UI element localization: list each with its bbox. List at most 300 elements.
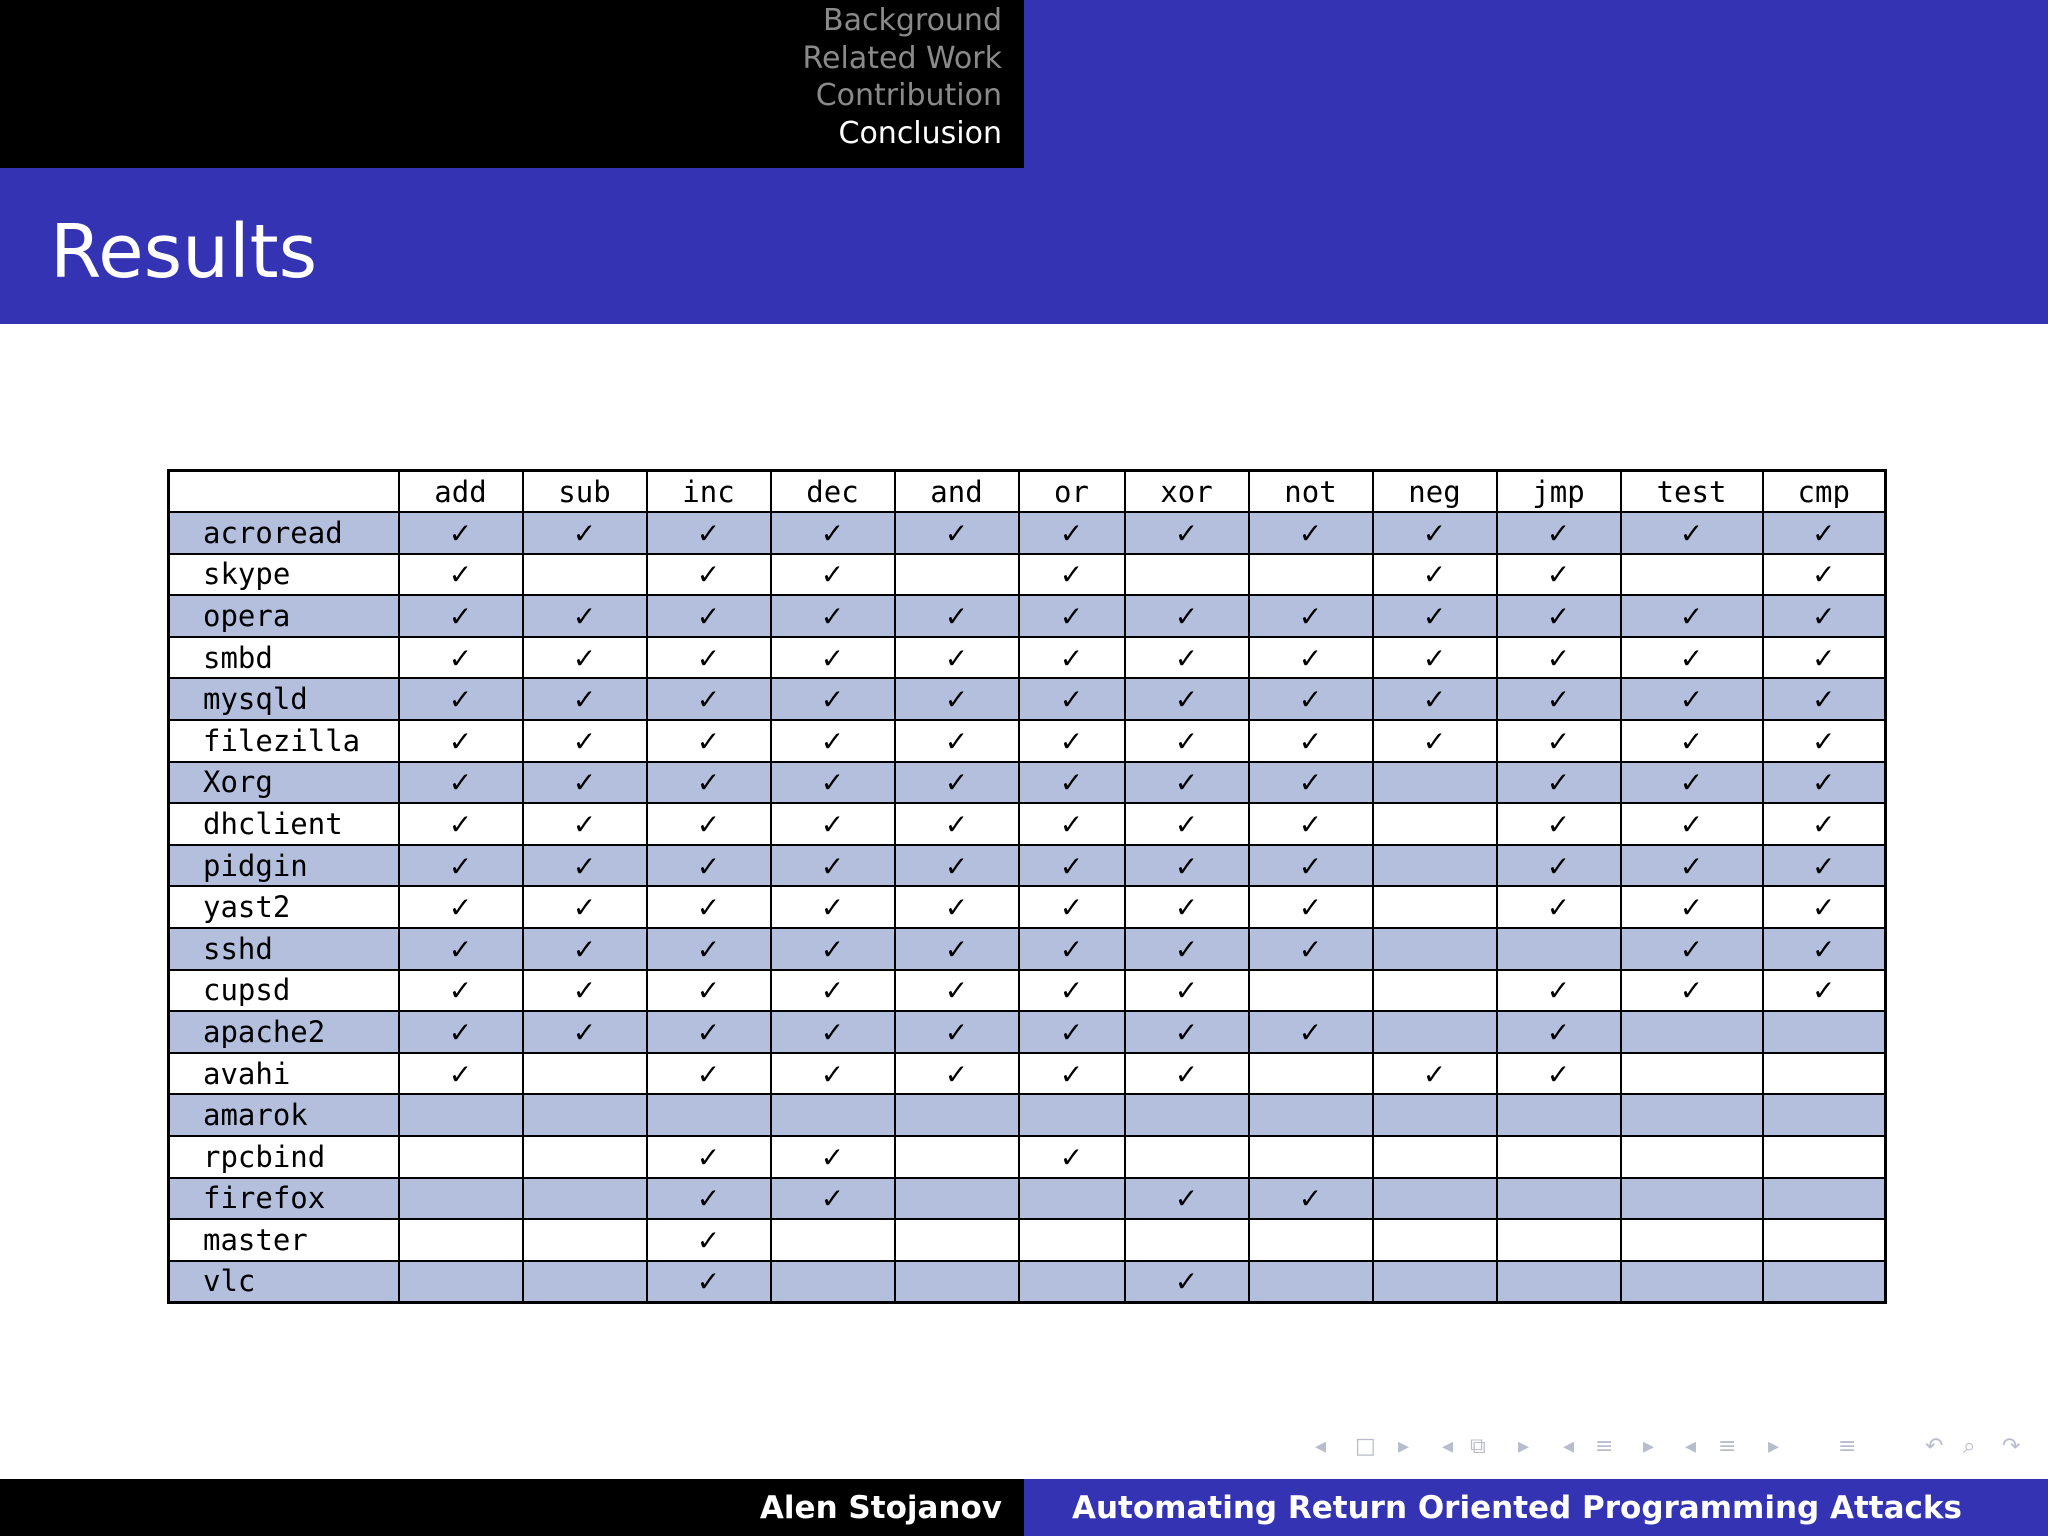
cell-and — [895, 970, 1019, 1012]
check-mark-icon: ✓ — [696, 766, 721, 800]
check-mark-icon: ✓ — [820, 600, 845, 634]
cell-jmp — [1497, 1136, 1621, 1178]
check-mark-icon: ✓ — [944, 849, 969, 883]
check-mark-icon: ✓ — [820, 516, 845, 550]
cell-inc — [647, 637, 771, 679]
check-mark-icon: ✓ — [1679, 849, 1704, 883]
check-mark-icon: ✓ — [1546, 808, 1571, 842]
subsection-icon[interactable]: ≡ — [1595, 1434, 1614, 1459]
cell-dec — [771, 1219, 895, 1261]
check-mark-icon: ✓ — [820, 641, 845, 675]
cell-cmp — [1763, 1219, 1886, 1261]
cell-and — [895, 595, 1019, 637]
table-row — [169, 637, 1886, 679]
check-mark-icon: ✓ — [696, 1182, 721, 1216]
cell-add — [399, 595, 523, 637]
cell-add — [399, 1011, 523, 1053]
table-row — [169, 512, 1886, 554]
cell-and — [895, 1011, 1019, 1053]
section-icon[interactable]: ≡ — [1718, 1434, 1737, 1459]
cell-sub — [523, 928, 647, 970]
check-mark-icon: ✓ — [1812, 808, 1836, 842]
cell-jmp — [1497, 1011, 1621, 1053]
check-mark-icon: ✓ — [1812, 849, 1836, 883]
cell-not — [1249, 554, 1373, 596]
cell-test — [1621, 595, 1763, 637]
check-mark-icon: ✓ — [1298, 808, 1323, 842]
cell-cmp — [1763, 928, 1886, 970]
cell-inc — [647, 1094, 771, 1136]
cell-jmp — [1497, 637, 1621, 679]
check-mark-icon: ✓ — [1422, 516, 1447, 550]
cell-xor — [1125, 1094, 1249, 1136]
cell-dec — [771, 1261, 895, 1303]
document-icon[interactable]: ≡ — [1838, 1434, 1857, 1459]
column-header-inc: inc — [647, 471, 771, 513]
check-mark-icon: ✓ — [1298, 932, 1323, 966]
check-mark-icon: ✓ — [1174, 516, 1199, 550]
cell-sub — [523, 803, 647, 845]
cell-jmp — [1497, 803, 1621, 845]
check-mark-icon: ✓ — [448, 891, 473, 925]
check-mark-icon: ✓ — [1679, 808, 1704, 842]
check-mark-icon: ✓ — [572, 600, 597, 634]
cell-not — [1249, 1219, 1373, 1261]
cell-or — [1019, 1053, 1125, 1095]
cell-add — [399, 1219, 523, 1261]
cell-xor — [1125, 678, 1249, 720]
cell-sub — [523, 720, 647, 762]
check-mark-icon: ✓ — [1812, 683, 1836, 717]
cell-or — [1019, 928, 1125, 970]
check-mark-icon: ✓ — [572, 808, 597, 842]
check-mark-icon: ✓ — [1174, 1265, 1199, 1299]
cell-add — [399, 762, 523, 804]
check-mark-icon: ✓ — [1546, 974, 1571, 1008]
cell-or — [1019, 637, 1125, 679]
check-mark-icon: ✓ — [1059, 808, 1084, 842]
cell-jmp — [1497, 720, 1621, 762]
cell-test — [1621, 762, 1763, 804]
cell-sub — [523, 762, 647, 804]
cell-cmp — [1763, 762, 1886, 804]
check-mark-icon: ✓ — [1174, 808, 1199, 842]
check-mark-icon: ✓ — [820, 808, 845, 842]
back-icon[interactable]: ↶ — [1925, 1434, 1944, 1459]
cell-inc — [647, 803, 771, 845]
cell-cmp — [1763, 512, 1886, 554]
cell-dec — [771, 1011, 895, 1053]
cell-and — [895, 803, 1019, 845]
check-mark-icon: ✓ — [1059, 974, 1084, 1008]
cell-xor — [1125, 637, 1249, 679]
cell-dec — [771, 762, 895, 804]
check-mark-icon: ✓ — [1812, 974, 1836, 1008]
check-mark-icon: ✓ — [1174, 849, 1199, 883]
check-mark-icon: ✓ — [820, 974, 845, 1008]
row-label: pidgin — [169, 845, 399, 887]
check-mark-icon: ✓ — [1174, 1057, 1199, 1091]
table-row — [169, 970, 1886, 1012]
check-mark-icon: ✓ — [1812, 600, 1836, 634]
next-slide-icon[interactable]: ▸ — [1518, 1434, 1530, 1459]
row-label: mysqld — [169, 678, 399, 720]
check-mark-icon: ✓ — [820, 683, 845, 717]
check-mark-icon: ✓ — [696, 724, 721, 758]
check-mark-icon: ✓ — [1059, 724, 1084, 758]
check-mark-icon: ✓ — [572, 683, 597, 717]
cell-cmp — [1763, 1136, 1886, 1178]
cell-xor — [1125, 762, 1249, 804]
cell-inc — [647, 1219, 771, 1261]
check-mark-icon: ✓ — [1679, 600, 1704, 634]
row-label: filezilla — [169, 720, 399, 762]
check-mark-icon: ✓ — [944, 932, 969, 966]
cell-and — [895, 845, 1019, 887]
cell-jmp — [1497, 1219, 1621, 1261]
check-mark-icon: ✓ — [820, 932, 845, 966]
check-mark-icon: ✓ — [944, 1057, 969, 1091]
next-subsection-icon[interactable]: ▸ — [1643, 1434, 1655, 1459]
check-mark-icon: ✓ — [1174, 891, 1199, 925]
check-mark-icon: ✓ — [820, 724, 845, 758]
frame-icon[interactable]: □ — [1355, 1434, 1376, 1459]
cell-dec — [771, 554, 895, 596]
check-mark-icon: ✓ — [1812, 516, 1836, 550]
cell-or — [1019, 678, 1125, 720]
check-mark-icon: ✓ — [448, 558, 473, 592]
cell-cmp — [1763, 1011, 1886, 1053]
check-mark-icon: ✓ — [1679, 932, 1704, 966]
footer-talk-title: Automating Return Oriented Programming Attacks — [1072, 1490, 1962, 1526]
check-mark-icon: ✓ — [1174, 932, 1199, 966]
cell-and — [895, 720, 1019, 762]
cell-jmp — [1497, 970, 1621, 1012]
cell-and — [895, 678, 1019, 720]
column-header-jmp: jmp — [1497, 471, 1621, 513]
cell-neg — [1373, 595, 1497, 637]
cell-xor — [1125, 1136, 1249, 1178]
table-row — [169, 720, 1886, 762]
check-mark-icon: ✓ — [1174, 1016, 1199, 1050]
column-header-cmp: cmp — [1763, 471, 1886, 513]
row-label: rpcbind — [169, 1136, 399, 1178]
check-mark-icon: ✓ — [696, 849, 721, 883]
cell-and — [895, 1219, 1019, 1261]
check-mark-icon: ✓ — [1059, 932, 1084, 966]
cell-xor — [1125, 928, 1249, 970]
row-label: sshd — [169, 928, 399, 970]
check-mark-icon: ✓ — [820, 1016, 845, 1050]
check-mark-icon: ✓ — [1422, 600, 1447, 634]
cell-test — [1621, 720, 1763, 762]
cell-and — [895, 1261, 1019, 1303]
cell-xor — [1125, 886, 1249, 928]
slide-icon[interactable]: ⧉ — [1470, 1434, 1486, 1459]
cell-sub — [523, 1094, 647, 1136]
row-label: vlc — [169, 1261, 399, 1303]
check-mark-icon: ✓ — [1546, 766, 1571, 800]
cell-not — [1249, 637, 1373, 679]
results-table — [167, 469, 1887, 1304]
table-row — [169, 1053, 1886, 1095]
table-row — [169, 928, 1886, 970]
column-header-add: add — [399, 471, 523, 513]
footer-left — [0, 1479, 1024, 1536]
cell-add — [399, 886, 523, 928]
check-mark-icon: ✓ — [944, 600, 969, 634]
forward-icon[interactable]: ↷ — [2002, 1434, 2021, 1459]
check-mark-icon: ✓ — [1546, 558, 1571, 592]
cell-and — [895, 637, 1019, 679]
search-icon[interactable]: ⌕ — [1963, 1434, 1976, 1459]
check-mark-icon: ✓ — [820, 1140, 845, 1174]
check-mark-icon: ✓ — [572, 641, 597, 675]
row-label: apache2 — [169, 1011, 399, 1053]
check-mark-icon: ✓ — [1298, 683, 1323, 717]
header-nav-left — [0, 0, 1024, 168]
check-mark-icon: ✓ — [1546, 600, 1571, 634]
cell-xor — [1125, 970, 1249, 1012]
cell-inc — [647, 886, 771, 928]
cell-not — [1249, 1053, 1373, 1095]
check-mark-icon: ✓ — [944, 974, 969, 1008]
check-mark-icon: ✓ — [696, 1057, 721, 1091]
check-mark-icon: ✓ — [1059, 849, 1084, 883]
check-mark-icon: ✓ — [1546, 641, 1571, 675]
prev-slide-icon[interactable]: ◂ — [1442, 1434, 1454, 1459]
cell-cmp — [1763, 886, 1886, 928]
nav-section-contribution[interactable]: Contribution — [815, 78, 1002, 113]
check-mark-icon: ✓ — [1679, 724, 1704, 758]
cell-or — [1019, 1219, 1125, 1261]
cell-sub — [523, 678, 647, 720]
check-mark-icon: ✓ — [1546, 724, 1571, 758]
check-mark-icon: ✓ — [944, 766, 969, 800]
cell-dec — [771, 1094, 895, 1136]
cell-dec — [771, 1136, 895, 1178]
cell-neg — [1373, 970, 1497, 1012]
check-mark-icon: ✓ — [696, 1223, 721, 1257]
table-row — [169, 1136, 1886, 1178]
cell-jmp — [1497, 1094, 1621, 1136]
cell-add — [399, 637, 523, 679]
cell-not — [1249, 720, 1373, 762]
cell-xor — [1125, 1053, 1249, 1095]
cell-test — [1621, 970, 1763, 1012]
cell-test — [1621, 1094, 1763, 1136]
cell-not — [1249, 1011, 1373, 1053]
cell-jmp — [1497, 845, 1621, 887]
check-mark-icon: ✓ — [1298, 1016, 1323, 1050]
cell-xor — [1125, 512, 1249, 554]
cell-dec — [771, 1178, 895, 1220]
cell-test — [1621, 886, 1763, 928]
cell-test — [1621, 1219, 1763, 1261]
cell-xor — [1125, 803, 1249, 845]
cell-xor — [1125, 554, 1249, 596]
check-mark-icon: ✓ — [944, 724, 969, 758]
cell-inc — [647, 928, 771, 970]
check-mark-icon: ✓ — [448, 600, 473, 634]
check-mark-icon: ✓ — [820, 558, 845, 592]
row-label: amarok — [169, 1094, 399, 1136]
cell-jmp — [1497, 762, 1621, 804]
cell-cmp — [1763, 1053, 1886, 1095]
next-section-icon[interactable]: ▸ — [1768, 1434, 1780, 1459]
frame-title: Results — [50, 209, 318, 295]
check-mark-icon: ✓ — [572, 932, 597, 966]
cell-or — [1019, 720, 1125, 762]
cell-and — [895, 1094, 1019, 1136]
check-mark-icon: ✓ — [572, 891, 597, 925]
cell-cmp — [1763, 1261, 1886, 1303]
check-mark-icon: ✓ — [944, 1016, 969, 1050]
section-nav — [803, 2, 1002, 152]
cell-neg — [1373, 928, 1497, 970]
cell-neg — [1373, 1094, 1497, 1136]
next-frame-icon[interactable]: ▸ — [1398, 1434, 1410, 1459]
table-corner-cell — [169, 471, 399, 513]
prev-frame-icon[interactable]: ◂ — [1315, 1434, 1327, 1459]
check-mark-icon: ✓ — [1812, 724, 1836, 758]
cell-neg — [1373, 720, 1497, 762]
check-mark-icon: ✓ — [448, 932, 473, 966]
prev-subsection-icon[interactable]: ◂ — [1563, 1434, 1575, 1459]
cell-jmp — [1497, 1261, 1621, 1303]
cell-neg — [1373, 1178, 1497, 1220]
cell-cmp — [1763, 554, 1886, 596]
cell-xor — [1125, 1219, 1249, 1261]
nav-section-related-work[interactable]: Related Work — [802, 40, 1002, 76]
cell-add — [399, 720, 523, 762]
cell-jmp — [1497, 678, 1621, 720]
slide-navigation-controls — [1315, 1432, 2035, 1462]
table-row — [169, 1261, 1886, 1303]
check-mark-icon: ✓ — [1059, 641, 1084, 675]
check-mark-icon: ✓ — [1812, 558, 1836, 592]
check-mark-icon: ✓ — [448, 724, 473, 758]
cell-not — [1249, 886, 1373, 928]
cell-cmp — [1763, 1178, 1886, 1220]
cell-jmp — [1497, 928, 1621, 970]
check-mark-icon: ✓ — [820, 849, 845, 883]
cell-inc — [647, 1261, 771, 1303]
check-mark-icon: ✓ — [1679, 974, 1704, 1008]
check-mark-icon: ✓ — [448, 808, 473, 842]
cell-dec — [771, 928, 895, 970]
cell-and — [895, 762, 1019, 804]
check-mark-icon: ✓ — [1059, 891, 1084, 925]
cell-inc — [647, 678, 771, 720]
check-mark-icon: ✓ — [696, 1016, 721, 1050]
check-mark-icon: ✓ — [696, 974, 721, 1008]
cell-neg — [1373, 1011, 1497, 1053]
cell-add — [399, 845, 523, 887]
cell-neg — [1373, 1053, 1497, 1095]
cell-and — [895, 928, 1019, 970]
row-label: smbd — [169, 637, 399, 679]
cell-not — [1249, 1136, 1373, 1178]
check-mark-icon: ✓ — [572, 516, 597, 550]
check-mark-icon: ✓ — [1298, 849, 1323, 883]
cell-or — [1019, 1094, 1125, 1136]
check-mark-icon: ✓ — [696, 891, 721, 925]
row-label: firefox — [169, 1178, 399, 1220]
table-row — [169, 886, 1886, 928]
table-row — [169, 595, 1886, 637]
table-row — [169, 1094, 1886, 1136]
check-mark-icon: ✓ — [1812, 641, 1836, 675]
cell-or — [1019, 970, 1125, 1012]
check-mark-icon: ✓ — [1298, 641, 1323, 675]
check-mark-icon: ✓ — [944, 641, 969, 675]
prev-section-icon[interactable]: ◂ — [1685, 1434, 1697, 1459]
check-mark-icon: ✓ — [696, 1140, 721, 1174]
cell-and — [895, 1178, 1019, 1220]
cell-test — [1621, 1261, 1763, 1303]
cell-add — [399, 803, 523, 845]
cell-sub — [523, 886, 647, 928]
check-mark-icon: ✓ — [1059, 683, 1084, 717]
cell-sub — [523, 1178, 647, 1220]
table-row — [169, 554, 1886, 596]
nav-section-conclusion[interactable]: Conclusion — [838, 115, 1002, 151]
cell-add — [399, 1261, 523, 1303]
cell-or — [1019, 1136, 1125, 1178]
cell-add — [399, 512, 523, 554]
check-mark-icon: ✓ — [448, 516, 473, 550]
cell-sub — [523, 1219, 647, 1261]
check-mark-icon: ✓ — [448, 849, 473, 883]
cell-not — [1249, 512, 1373, 554]
cell-dec — [771, 970, 895, 1012]
row-label: acroread — [169, 512, 399, 554]
check-mark-icon: ✓ — [1059, 1016, 1084, 1050]
cell-add — [399, 1136, 523, 1178]
check-mark-icon: ✓ — [1059, 558, 1084, 592]
check-mark-icon: ✓ — [1174, 1182, 1199, 1216]
check-mark-icon: ✓ — [1059, 600, 1084, 634]
check-mark-icon: ✓ — [1546, 1057, 1571, 1091]
cell-neg — [1373, 554, 1497, 596]
check-mark-icon: ✓ — [1174, 683, 1199, 717]
check-mark-icon: ✓ — [1298, 766, 1323, 800]
check-mark-icon: ✓ — [1679, 516, 1704, 550]
cell-dec — [771, 720, 895, 762]
cell-test — [1621, 512, 1763, 554]
cell-neg — [1373, 1261, 1497, 1303]
cell-jmp — [1497, 886, 1621, 928]
cell-sub — [523, 845, 647, 887]
cell-jmp — [1497, 1053, 1621, 1095]
cell-inc — [647, 762, 771, 804]
check-mark-icon: ✓ — [1422, 683, 1447, 717]
cell-inc — [647, 1178, 771, 1220]
cell-not — [1249, 678, 1373, 720]
check-mark-icon: ✓ — [1546, 683, 1571, 717]
column-header-or: or — [1019, 471, 1125, 513]
cell-add — [399, 554, 523, 596]
cell-cmp — [1763, 678, 1886, 720]
nav-section-background[interactable]: Background — [823, 3, 1002, 38]
check-mark-icon: ✓ — [1546, 1016, 1571, 1050]
table-row — [169, 803, 1886, 845]
check-mark-icon: ✓ — [1546, 849, 1571, 883]
check-mark-icon: ✓ — [1298, 600, 1323, 634]
check-mark-icon: ✓ — [1298, 724, 1323, 758]
check-mark-icon: ✓ — [1546, 516, 1571, 550]
